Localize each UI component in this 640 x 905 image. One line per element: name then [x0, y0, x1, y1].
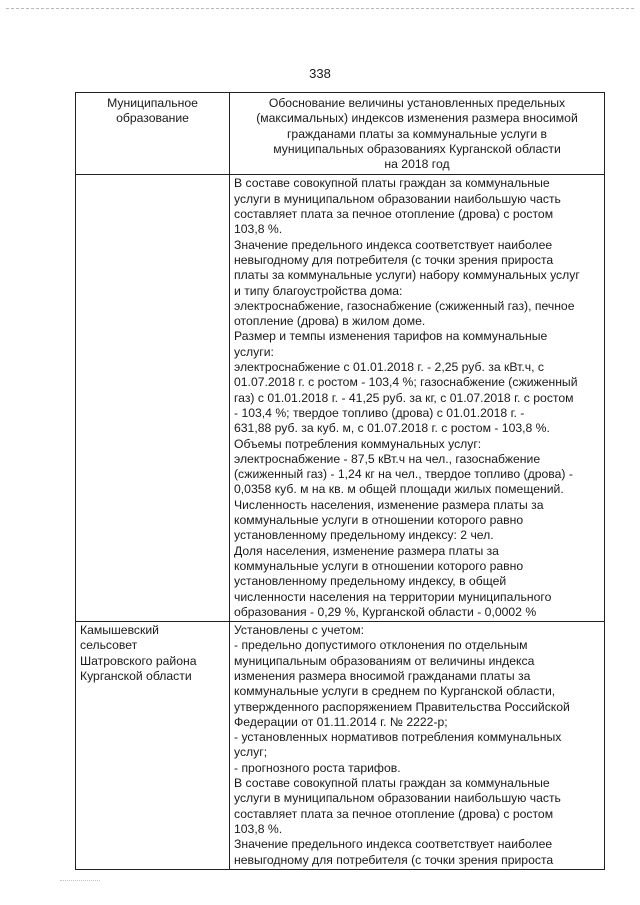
scan-artifact-dots	[60, 880, 100, 881]
municipality-cell	[76, 175, 230, 622]
paragraph: В составе совокупной платы граждан за коммунальные услуги в муниципальном образовании наибольшую часть составляет плата за печное отопление (дрова) с ростом 103,8 %.	[234, 776, 561, 836]
header-municipality	[76, 93, 230, 175]
paragraph: - установленных нормативов потребления коммунальных услуг;	[234, 730, 562, 760]
header-justification-text: Обоснование величины установленных предельных (максимальных) индексов изменения размера вносимой гражданами платы за коммунальные услуги в муниципальных образованиях Курганской области на 2018 год	[256, 96, 578, 172]
paragraph: Значение предельного индекса соответствует наиболее невыгодному для потребителя (с точки зрения прироста платы за коммунальные услуги) набору коммунальных услуг и типу благоустройства дома:	[234, 237, 580, 298]
paragraph: - прогнозного роста тарифов.	[234, 760, 401, 775]
table-header-row	[76, 93, 605, 175]
paragraph: электроснабжение - 87,5 кВт.ч на чел., газоснабжение (сжиженный газ) - 1,24 кг на чел., твердое топливо (дрова) - 0,0358 куб. м на кв. м общей площади жилых помещений.	[234, 451, 573, 497]
header-municipality-text: Муниципальное образование	[107, 96, 198, 126]
table-row	[76, 175, 605, 622]
scan-edge-line	[6, 8, 634, 9]
justification-cell	[230, 175, 605, 622]
page-number: 338	[309, 66, 331, 81]
paragraph: Доля населения, изменение размера платы за коммунальные услуги в отношении которого равно установленному предельному индексу, в общей численности населения на территории муниципального образования - 0,29 %, Курганской области - 0,0002 %	[234, 543, 552, 619]
table-row	[76, 622, 605, 870]
justification-table	[75, 92, 605, 870]
paragraph: - предельно допустимого отклонения по отдельным муниципальным образованиям от величины индекса изменения размера вносимой гражданами платы за коммунальные услуги в среднем по Курганской области, утвержденного распоряжением Правительства Российской Федерации от 01.11.2014 г. № 2222-р;	[234, 638, 570, 729]
paragraph: Значение предельного индекса соответствует наиболее невыгодному для потребителя (с точки зрения прироста	[234, 837, 554, 867]
paragraph: Объемы потребления коммунальных услуг:	[234, 436, 482, 451]
justification-cell	[230, 622, 605, 870]
municipality-cell: Камышевский сельсовет Шатровского района Курганской области	[76, 622, 230, 870]
paragraph: электроснабжение, газоснабжение (сжиженный газ), печное отопление (дрова) в жилом доме.	[234, 298, 575, 329]
paragraph: Численность населения, изменение размера платы за коммунальные услуги в отношении которого равно установленному предельному индексу: 2 чел.	[234, 497, 544, 543]
paragraph: Размер и темпы изменения тарифов на коммунальные услуги:	[234, 329, 548, 359]
paragraph: Установлены с учетом:	[234, 623, 364, 638]
paragraph: В составе совокупной платы граждан за коммунальные услуги в муниципальном образовании наибольшую часть составляет плата за печное отопление (дрова) с ростом 103,8 %.	[234, 176, 561, 237]
paragraph: электроснабжение с 01.01.2018 г. - 2,25 руб. за кВт.ч, с 01.07.2018 г. с ростом - 103,4 %; газоснабжение (сжиженный газ) с 01.01.2018 г. - 41,25 руб. за кг, с 01.07.2018 г. с ростом - 103,4 %; твердое топливо (дрова) с 01.01.2018 г. - 631,88 руб. за куб. м, с 01.07.2018 г. с ростом - 103,8 %.	[234, 360, 578, 436]
header-justification	[230, 93, 605, 175]
